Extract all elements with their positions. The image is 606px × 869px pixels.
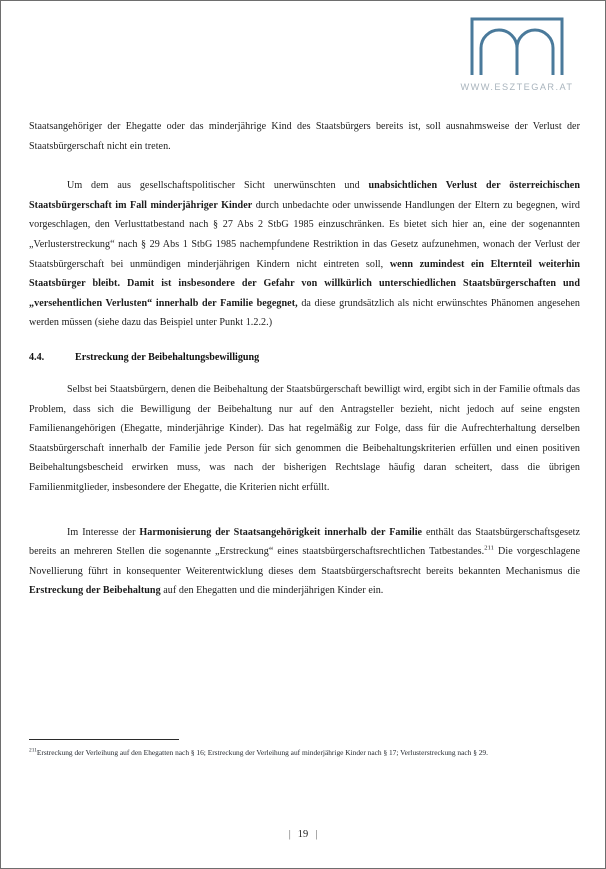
footer-left-bar: | [288,829,291,840]
text-run: Um dem aus gesellschaftspolitischer Sicht unerwünschten und [67,180,369,192]
esztegar-arch-logo-icon [468,15,566,77]
footer-right-bar: | [315,829,318,840]
text-run-bold: wenn zumindest ein Elternteil weiterhin Staatsbürger bleibt. Damit ist insbesondere der Gefahr von willkürlich unterschiedlichen Staatsbürgerschaften und „versehentlichen Verlusten“ innerhalb der Familie begegnet, [29,258,581,309]
text-run: Die vorgeschlagene Novellierung führt in konsequenter Weiterentwicklung dieses dem Staatsbürgerschaftsrecht bereits bekannten Mechanismus die [29,546,580,577]
footnote-section [29,739,580,759]
paragraph-beibehaltung-problem: Selbst bei Staatsbürgern, denen die Beibehaltung der Staatsbürgerschaft bewilligt wird, ergibt sich in der Familie oftmals das Problem, dass sich die Bewilligung der Beibehaltung nur auf den Antragsteller bezieht, nicht jedoch auf seine engsten Familienangehörigen (Ehegatte, minderjährige Kinder). Das hat regelmäßig zur Folge, dass für die Aufrechterhaltung derselben Staatsbürgerschaft innerhalb der Familie jede Person für sich genommen die Beibehaltungskriterien erfüllen und einen positiven Beibehaltungsbescheid erwirken muss, was nach der bisherigen Rechtslage häufig daran scheitert, dass die übrigen Familienmitglieder, insbesondere der Ehegatte, die Kriterien nicht erfüllt. [29,383,580,493]
text-run: durch unbedachte oder unwissende Handlungen der Eltern zu begegnen, wird vorgeschlagen, den Verlusttatbestand nach § 27 Abs 2 StbG 1985 einzuschränken. Es bietet sich hier an, eine der sogenannten „Verlusterstreckung“ nach § 29 Abs 1 StbG 1985 nachempfundene Restriktion in das Gesetz aufzunehmen, wonach der Verlust der Staatsbürgerschaft bei unmündigen minderjährigen Kindern nicht eintreten soll, [29,199,580,270]
text-run-bold: Erstreckung der Beibehaltung [29,585,161,597]
page-footer [1,829,605,840]
text-run-bold: Harmonisierung der Staatsangehörigkeit innerhalb der Familie [139,526,423,538]
footnote-marker: 211 [29,747,37,754]
paragraph-spacer [29,165,580,176]
section-heading-4-4 [29,350,580,366]
page-header [1,1,605,105]
page-number: 19 [297,829,309,840]
text-run: auf den Ehegatten und die minderjährigen Kinder ein. [160,585,384,597]
section-number: 4.4. [29,351,45,363]
footnote-text: Erstreckung der Verleihung auf den Ehegatten nach § 16; Erstreckung der Verleihung auf minderjährige Kinder nach § 17; Verlusterstreckung nach § 29. [36,748,488,757]
section-title: Erstreckung der Beibehaltungsbewilligung [75,351,260,363]
paragraph-harmonisierung [29,523,580,601]
paragraph-continuation: Staatsangehöriger der Ehegatte oder das minderjährige Kind des Staatsbürgers bereits ist, soll ausnahmsweise der Verlust der Staatsbürgerschaft nicht ein treten. [29,121,580,152]
footnote-separator-rule [29,739,179,740]
text-run: Im Interesse der [67,526,140,538]
text-run: da diese grundsätzlich als nicht erwünschtes Phänomen angesehen werden müssen (siehe dazu das Beispiel unter Punkt 1.2.2.) [29,297,580,329]
text-run: enthält das Staatsbürgerschaftsgesetz bereits an mehreren Stellen die sogenannte „Erstreckung“ eines staatsbürgerschaftsrechtlichen Tatbestandes. [29,526,580,558]
text-run-bold: unabsichtlichen Verlust der österreichischen Staatsbürgerschaft im Fall minderjähriger Kinder [29,180,580,211]
paragraph-spacer [29,507,580,523]
paragraph-verlust-minderjaehrige [29,176,580,333]
footnote-reference-211[interactable]: 211 [484,544,495,552]
logo-website-url: WWW.ESZTEGAR.AT [460,82,574,92]
brand-logo-block [451,15,583,92]
page-content [29,117,580,610]
footnote-item [29,747,580,759]
